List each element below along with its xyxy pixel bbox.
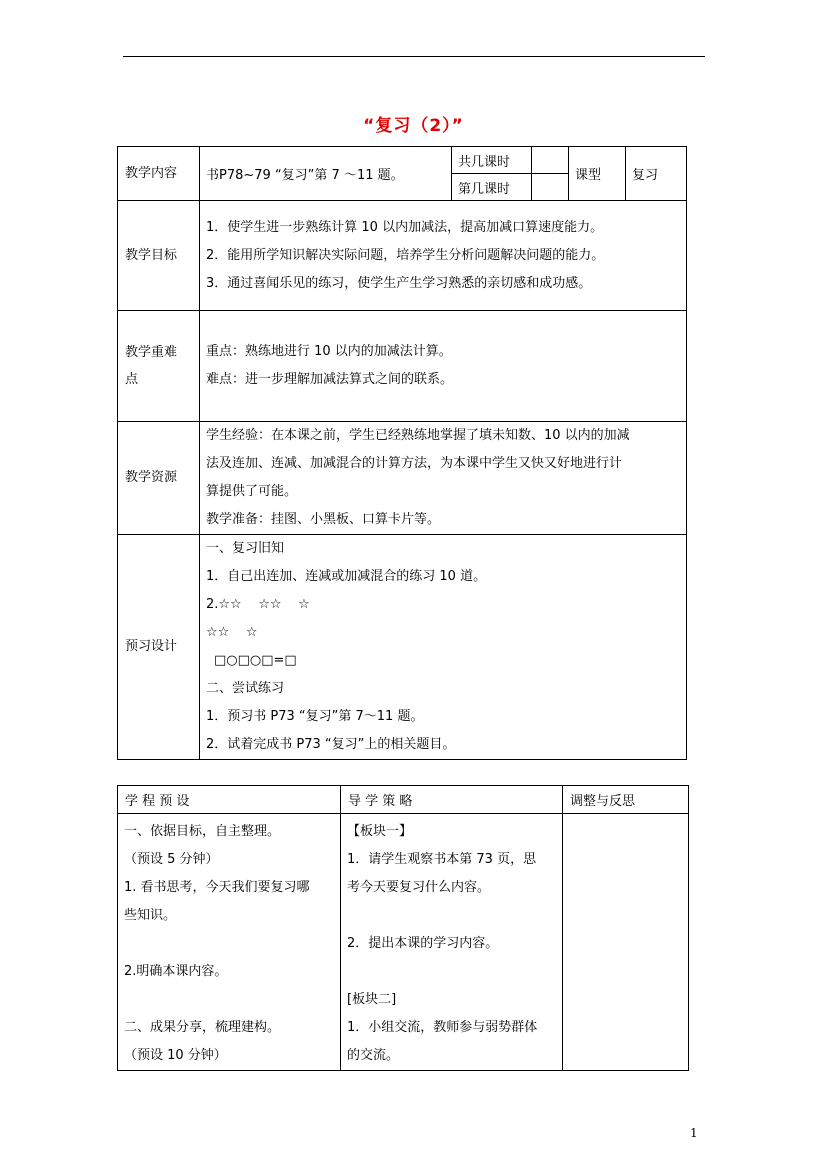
- preset-line: （预设 10 分钟）: [124, 1048, 227, 1063]
- guiding-strategy-cell: [341, 814, 563, 1071]
- header-learning-presets: 学 程 预 设: [118, 786, 341, 814]
- keypoints-label-line: 点: [125, 372, 139, 387]
- preset-line: 1. 看书思考，今天我们要复习哪: [124, 880, 310, 895]
- resources-line: 法及连加、连减、加减混合的计算方法，为本课中学生又快又好地进行计: [206, 456, 623, 471]
- keypoints-label-line: 教学重难: [125, 345, 178, 360]
- lesson-plan-table: [117, 146, 687, 760]
- strategy-line: 1．小组交流，教师参与弱势群体: [347, 1020, 538, 1035]
- preset-spacer: [124, 930, 334, 958]
- lesson-type-label: 课型: [569, 147, 626, 201]
- preset-spacer: [124, 986, 334, 1014]
- resources-cell: [200, 422, 687, 535]
- preview-stars-line: ☆☆ ☆: [206, 625, 258, 640]
- strategy-line: 考今天要复习什么内容。: [347, 880, 491, 895]
- content-value: 书P78~79 “复习”第 7 ～11 题。: [200, 147, 452, 201]
- header-guiding-strategy: 导 学 策 略: [341, 786, 563, 814]
- preview-equation-boxes: □○□○□=□: [214, 653, 297, 668]
- total-periods-value: [532, 147, 569, 174]
- resources-line: 教学准备：挂图、小黑板、口算卡片等。: [206, 512, 441, 527]
- goal-item: 1．使学生进一步熟练计算 10 以内加减法，提高加减口算速度能力。: [206, 219, 604, 235]
- learning-presets-cell: [118, 814, 341, 1071]
- lesson-type-value: 复习: [626, 147, 687, 201]
- preview-label: 预习设计: [118, 535, 200, 760]
- resources-line: 算提供了可能。: [206, 484, 298, 499]
- preview-stars-line: 2.☆☆ ☆☆ ☆: [206, 597, 310, 612]
- strategy-line: 1．请学生观察书本第 73 页，思: [347, 852, 537, 867]
- learning-process-table: [117, 785, 689, 1071]
- keypoint-item: 难点：进一步理解加减法算式之间的联系。: [206, 372, 454, 387]
- preset-line: 一、依据目标，自主整理。: [124, 824, 281, 839]
- content-label: 教学内容: [118, 147, 200, 201]
- adjust-reflect-cell: [563, 814, 689, 1071]
- preview-line: 2．试着完成书 P73 “复习”上的相关题目。: [206, 737, 456, 752]
- keypoints-label: [118, 311, 200, 422]
- strategy-line: 2．提出本课的学习内容。: [347, 936, 499, 951]
- preset-line: 二、成果分享，梳理建构。: [124, 1020, 281, 1035]
- document-title: “复习（2）”: [363, 116, 464, 136]
- keypoint-item: 重点：熟练地进行 10 以内的加减法计算。: [206, 344, 452, 359]
- page-number: 1: [690, 1126, 698, 1140]
- preset-line: 些知识。: [124, 908, 177, 923]
- total-periods-label: 共几课时: [452, 147, 532, 174]
- strategy-spacer: [347, 958, 556, 986]
- strategy-spacer: [347, 902, 556, 930]
- preview-line: 一、复习旧知: [206, 541, 285, 556]
- preset-line: 2.明确本课内容。: [124, 964, 228, 979]
- header-adjust-reflect: 调整与反思: [563, 786, 689, 814]
- preview-line: 二、尝试练习: [206, 681, 285, 696]
- preset-line: （预设 5 分钟）: [124, 852, 219, 867]
- goals-label: 教学目标: [118, 201, 200, 311]
- strategy-line: 【板块一】: [347, 824, 413, 839]
- goal-item: 2．能用所学知识解决实际问题，培养学生分析问题解决问题的能力。: [206, 247, 605, 263]
- resources-line: 学生经验：在本课之前，学生已经熟练地掌握了填未知数、10 以内的加减: [206, 428, 630, 443]
- preview-line: 1．自己出连加、连减或加减混合的练习 10 道。: [206, 569, 487, 584]
- goals-cell: [200, 201, 687, 311]
- period-number-value: [532, 174, 569, 201]
- resources-label: 教学资源: [118, 422, 200, 535]
- preview-cell: [200, 535, 687, 760]
- strategy-line: [板块二]: [347, 992, 397, 1007]
- preview-line: 1．预习书 P73 “复习”第 7～11 题。: [206, 709, 424, 724]
- strategy-line: 的交流。: [347, 1048, 400, 1063]
- period-number-label: 第几课时: [452, 174, 532, 201]
- header-rule: [123, 56, 705, 57]
- keypoints-cell: [200, 311, 687, 422]
- goal-item: 3．通过喜闻乐见的练习，使学生产生学习熟悉的亲切感和成功感。: [206, 275, 592, 291]
